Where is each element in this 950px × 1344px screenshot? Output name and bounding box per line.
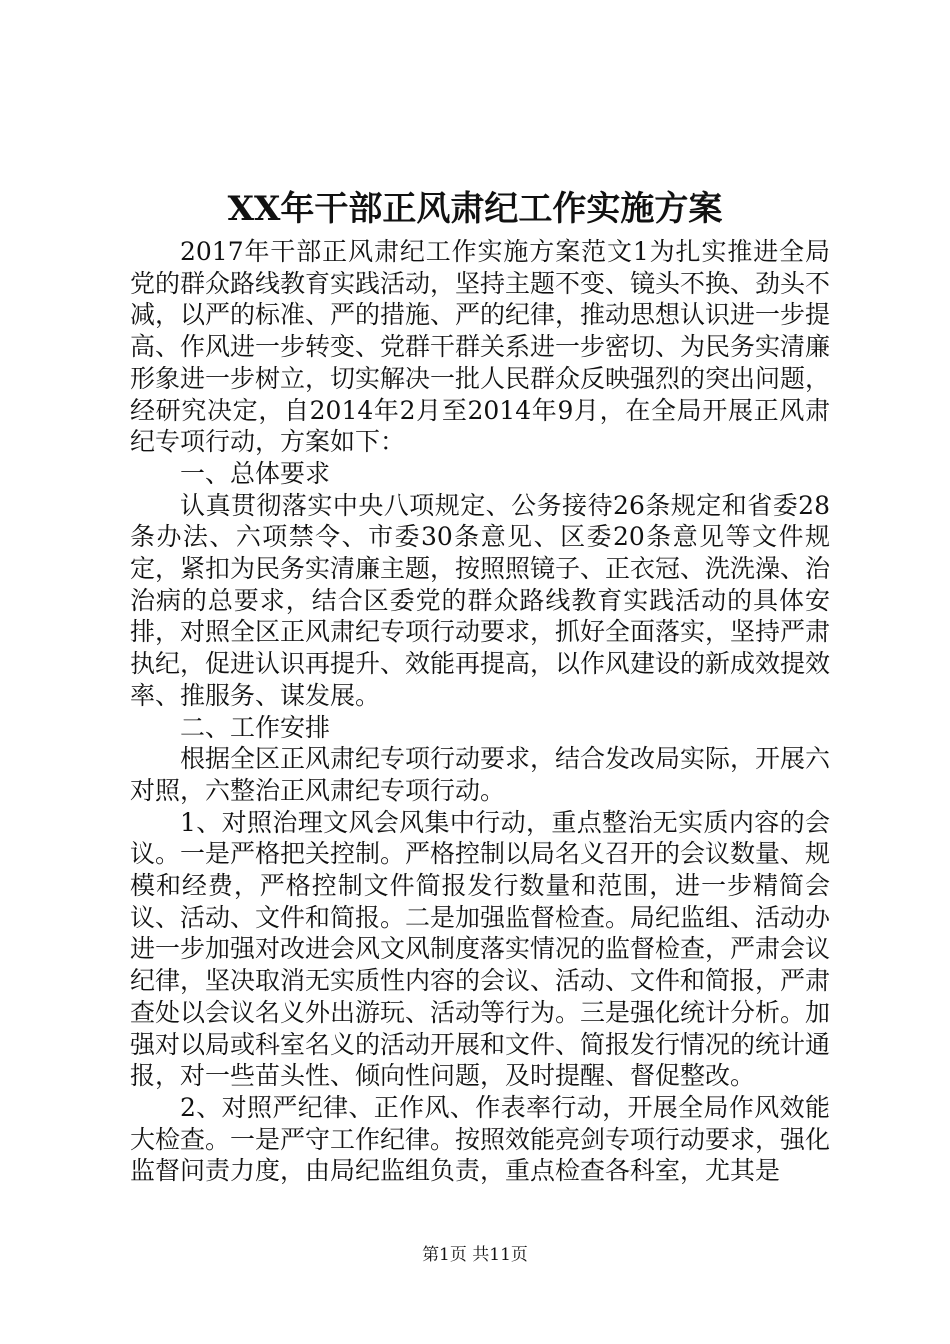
item-2-paragraph: 2、对照严纪律、正作风、作表率行动，开展全局作风效能大检查。一是严守工作纪律。按照效能亮剑专项行动要求，强化监督问责力度，由局纪监组负责，重点检查各科室，尤其是 bbox=[130, 1092, 831, 1186]
item-1-paragraph: 1、对照治理文风会风集中行动，重点整治无实质内容的会议。一是严格把关控制。严格控制以局名义召开的会议数量、规模和经费，严格控制文件简报发行数量和范围，进一步精简会议、活动、文件和简报。二是加强监督检查。局纪监组、活动办进一步加强对改进会风文风制度落实情况的监督检查，严肃会议纪律，坚决取消无实质性内容的会议、活动、文件和简报，严肃查处以会议名义外出游玩、活动等行为。三是强化统计分析。加强对以局或科室名义的活动开展和文件、简报发行情况的统计通报，对一些苗头性、倾向性问题，及时提醒、督促整改。 bbox=[130, 807, 831, 1091]
section-heading-work-arrangement: 二、工作安排 bbox=[180, 712, 331, 742]
page-number-footer: 第1页 共11页 bbox=[422, 1245, 528, 1265]
work-arrangement-paragraph: 根据全区正风肃纪专项行动要求，结合发改局实际，开展六对照，六整治正风肃纪专项行动。 bbox=[130, 744, 831, 805]
general-requirements-paragraph: 认真贯彻落实中央八项规定、公务接待26条规定和省委28条办法、六项禁令、市委30条意见、区委20条意见等文件规定，紧扣为民务实清廉主题，按照照镜子、正衣冠、洗洗澡、治治病的总要求，结合区委党的群众路线教育实践活动的具体安排，对照全区正风肃纪专项行动要求，抓好全面落实，坚持严肃执纪，促进认识再提升、效能再提高，以作风建设的新成效提效率、推服务、谋发展。 bbox=[130, 490, 831, 710]
document-title: XX年干部正风肃纪工作实施方案 bbox=[227, 189, 723, 229]
document-body bbox=[130, 236, 830, 1187]
intro-paragraph: 2017年干部正风肃纪工作实施方案范文1为扎实推进全局党的群众路线教育实践活动，坚持主题不变、镜头不换、劲头不减，以严的标准、严的措施、严的纪律，推动思想认识进一步提高、作风进一步转变、党群干群关系进一步密切、为民务实清廉形象进一步树立，切实解决一批人民群众反映强烈的突出问题，经研究决定，自2014年2月至2014年9月，在全局开展正风肃纪专项行动，方案如下： bbox=[130, 237, 831, 457]
section-heading-general-requirements: 一、总体要求 bbox=[180, 458, 331, 488]
